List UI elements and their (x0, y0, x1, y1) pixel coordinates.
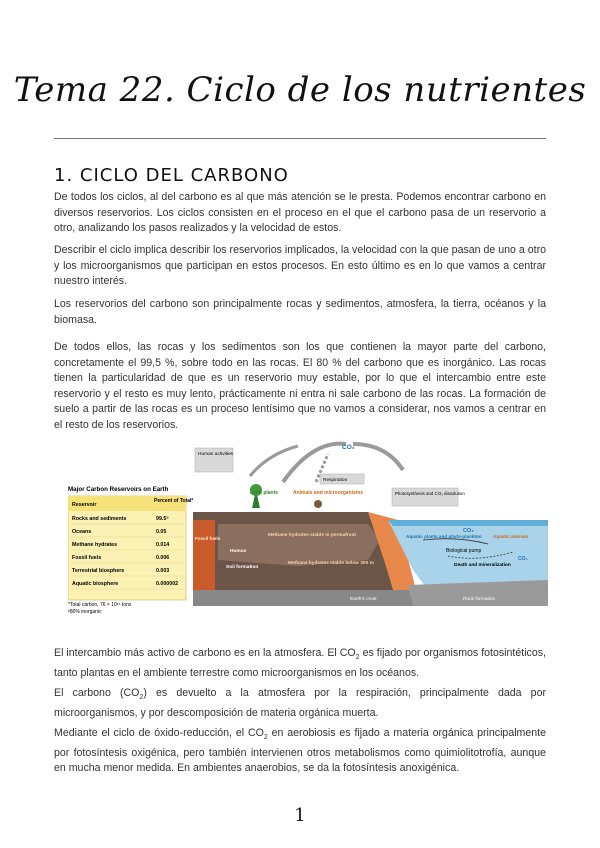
aquatic-animals-label: Aquatic animals (493, 534, 529, 539)
co2-right-label: CO₂ (518, 556, 528, 562)
aquatic-plants-label: Aquatic plants and phyto-plankton (406, 534, 482, 539)
paragraph-7: Mediante el ciclo de óxido-reducción, el $CO_2$ en aerobiosis es fijado a materia orgánica principalmente por fotosíntesis oxigénica, pero también intervienen otros metabolismos como quimiolitotrofía, aunque en mucha menor medida. En ambientes anaerobios, se da la fotosíntesis anoxigénica. (54, 727, 547, 775)
paragraph-4: De todos ellos, las rocas y los sedimentos son los que contienen la mayor parte del carbono, concretamente el 99,5 %, sobre todo en las rocas. El 80 % del carbono que es inorgánico. Las rocas tienen la particularidad de que es un reservorio muy estable, por lo que el intercambio entre este reservorio y el resto es muy lento, prácticamente ni entra ni sale carbono de las rocas. La formación de suelo a partir de las rocas es un proceso lentísimo que no vamos a considerar, nos vamos a centrar en el resto de los reservorios. (54, 341, 546, 431)
co2-water-label: CO₂ (463, 528, 474, 534)
section-heading: 1. CICLO DEL CARBONO (54, 164, 289, 186)
col-percent: Percent of Total* (154, 498, 194, 504)
table-row-value: 0.003 (156, 568, 170, 574)
table-row-name: Terrestrial biosphere (72, 568, 125, 574)
paragraph-5: El intercambio más activo de carbono es en la atmosfera. El $CO_2$ es fijado por organismos fotosintéticos, tanto plantas en el ambiente terrestre como microorganismos en los océanos. (54, 647, 546, 679)
table-row-name: Oceans (72, 529, 92, 535)
human-activities-label: Human activities (198, 452, 234, 457)
paragraph-6: El carbono $(CO_2)$ es devuelto a la atmosfera por la respiración, principalmente dada por microorganismos, y por descomposición de materia orgánica muerta. (54, 687, 546, 719)
table-title: Major Carbon Reservoirs on Earth (68, 486, 169, 493)
death-mineralization-label: Death and mineralization (454, 563, 511, 568)
carbon-cycle-diagram (193, 440, 548, 606)
methane-permafrost-label: Methane hydrates stable in permafrost (268, 533, 356, 538)
rock-formation-label: Rock formation (463, 597, 496, 602)
paragraph-3: Los reservorios del carbono son principalmente rocas y sedimentos, atmosfera, la tierra, océanos y la biomasa. (54, 298, 546, 326)
soil-formation-label: Soil formation (226, 565, 259, 570)
table-row-value: 0.014 (156, 542, 170, 548)
paragraph-1: De todos los ciclos, al del carbono es al que más atención se le presta. Podemos encontrar carbono en diversos reservorios. Los ciclos consisten en el proceso en el que el carbono pasa de un reservorio a otro, analizando los pasos realizados y la velocidad de estos. (54, 191, 546, 235)
footnote-total: *Total carbon, 76 × 10¹⁵ tons (68, 602, 132, 608)
table-row-value: 99.5⁵ (156, 516, 169, 522)
humus-label: Humus (230, 549, 247, 554)
carbon-reservoirs-table (68, 486, 193, 615)
photosynthesis-label: Photosynthesis and CO₂ dissolution (395, 491, 465, 496)
table-row-name: Fossil fuels (72, 555, 102, 561)
col-reservoir: Reservoir (72, 502, 97, 508)
co2-top-label: CO₂ (342, 444, 355, 451)
earths-crust-label: Earth's crust (350, 597, 377, 602)
title-divider (54, 138, 546, 139)
fossil-fuels-label: Fossil fuels (195, 536, 221, 541)
table-row-value: 0.006 (156, 555, 170, 561)
respiration-label: Respiration (323, 478, 348, 483)
biological-pump-label: Biological pump (446, 548, 482, 554)
land-plants-label: Land plants (250, 490, 279, 496)
table-row-value: 0.000002 (156, 581, 179, 587)
table-row-name: Rocks and sediments (72, 516, 127, 522)
animals-label: Animals and microorganisms (293, 490, 364, 496)
methane-300-label: Methane hydrates stable below 300 m (288, 561, 374, 566)
page-number: 1 (294, 805, 306, 826)
table-row-name: Aquatic biosphere (72, 581, 119, 587)
page-title: Tema 22. Ciclo de los nutrientes (13, 70, 587, 110)
table-row-value: 0.05 (156, 529, 167, 535)
table-row-name: Methane hydrates (72, 542, 118, 548)
carbon-cycle-figure (68, 440, 548, 622)
footnote-inorganic: ᵇ80% inorganic (68, 609, 102, 615)
paragraph-2: Describir el ciclo implica describir los reservorios implicados, la velocidad con la que pasan de uno a otro y los microorganismos que participan en estos procesos. En esto último es en lo que vamos a centrar nuestro interés. (54, 244, 546, 288)
